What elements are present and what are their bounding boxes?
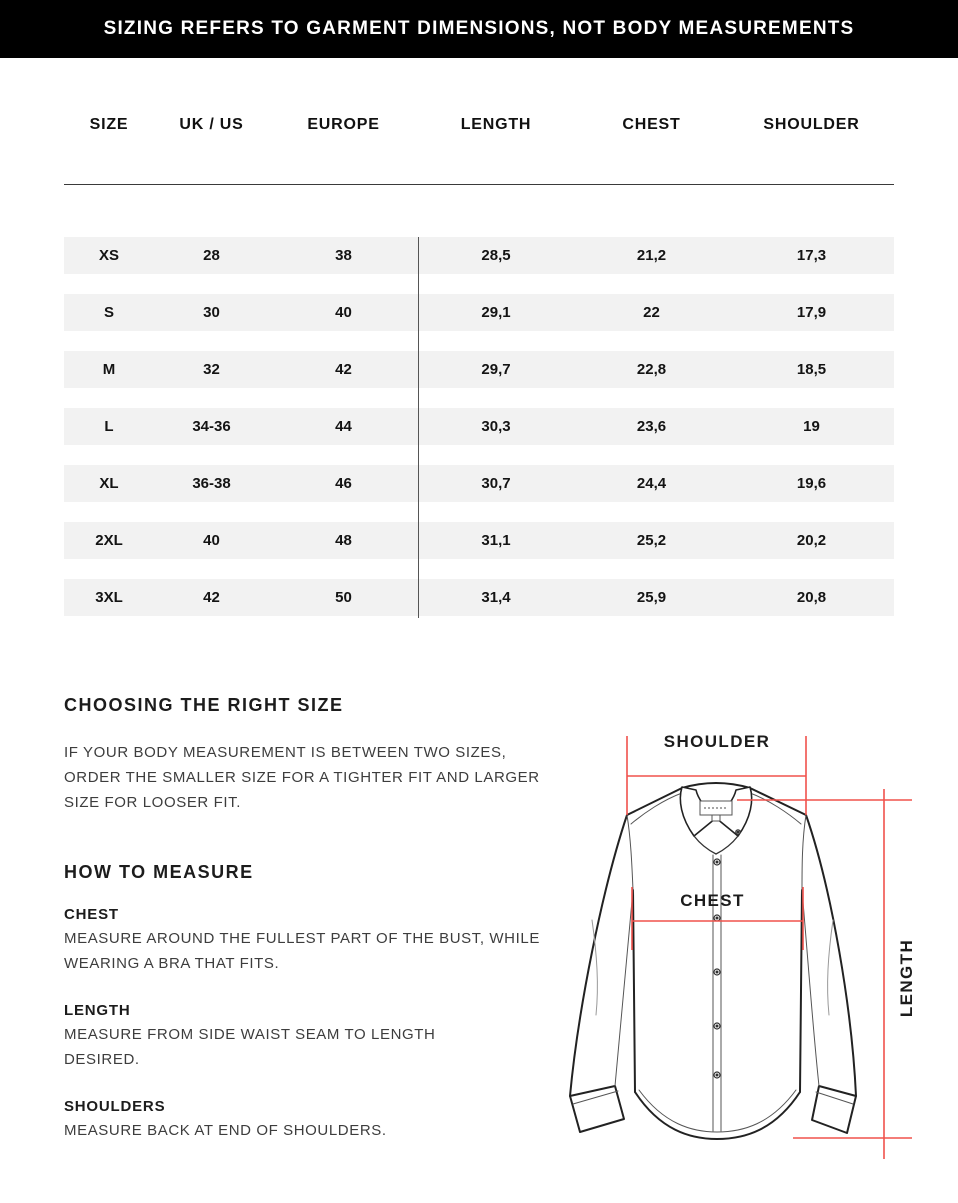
column-header-ukus: UK / US bbox=[179, 116, 244, 133]
table-row bbox=[64, 522, 894, 559]
shirt-buttons bbox=[714, 830, 740, 1078]
size-cell: 3XL bbox=[95, 589, 123, 606]
top-banner bbox=[0, 0, 958, 58]
length-cell: 29,7 bbox=[481, 361, 511, 378]
chest-cell: 21,2 bbox=[636, 247, 667, 264]
ukus-cell: 36-38 bbox=[192, 475, 231, 492]
europe-cell: 42 bbox=[335, 361, 352, 378]
shoulder-cell: 17,9 bbox=[796, 304, 827, 321]
size-cell: L bbox=[104, 418, 114, 435]
table-row bbox=[64, 294, 894, 331]
chest-cell: 22 bbox=[643, 304, 660, 321]
shoulder-cell: 20,2 bbox=[796, 532, 827, 549]
measure-chest-label: CHEST bbox=[64, 906, 119, 923]
europe-cell: 50 bbox=[335, 589, 352, 606]
diagram-chest-label: CHEST bbox=[680, 891, 745, 910]
shoulder-cell: 18,5 bbox=[796, 361, 827, 378]
measure-length-label: LENGTH bbox=[64, 1002, 131, 1019]
size-cell: M bbox=[102, 361, 116, 378]
table-row bbox=[64, 351, 894, 388]
ukus-cell: 34-36 bbox=[192, 418, 231, 435]
ukus-cell: 32 bbox=[203, 361, 220, 378]
size-cell: 2XL bbox=[95, 532, 123, 549]
column-header-chest: CHEST bbox=[622, 116, 681, 133]
europe-cell: 46 bbox=[335, 475, 352, 492]
europe-cell: 44 bbox=[335, 418, 352, 435]
diagram-length-label: LENGTH bbox=[897, 938, 916, 1018]
column-header-length: LENGTH bbox=[460, 116, 532, 133]
measure-shoulders-text: MEASURE BACK AT END OF SHOULDERS. bbox=[64, 1122, 387, 1139]
ukus-cell: 42 bbox=[203, 589, 220, 606]
shoulder-cell: 17,3 bbox=[796, 247, 827, 264]
header-rule bbox=[64, 184, 894, 185]
choosing-size-heading: CHOOSING THE RIGHT SIZE bbox=[64, 695, 344, 715]
size-cell: XL bbox=[99, 475, 119, 492]
banner-text: SIZING REFERS TO GARMENT DIMENSIONS, NOT BODY MEASUREMENTS bbox=[103, 18, 855, 39]
chest-cell: 25,2 bbox=[636, 532, 667, 549]
chest-cell: 23,6 bbox=[636, 418, 667, 435]
length-cell: 31,4 bbox=[481, 589, 511, 606]
length-cell: 30,3 bbox=[481, 418, 511, 435]
how-to-measure-heading: HOW TO MEASURE bbox=[64, 862, 254, 882]
choosing-size-text: IF YOUR BODY MEASUREMENT IS BETWEEN TWO SIZES, ORDER THE SMALLER SIZE FOR A TIGHTER FIT AND LARGER SIZE FOR LOOSER FIT. bbox=[64, 744, 540, 811]
ukus-cell: 30 bbox=[203, 304, 220, 321]
table-row bbox=[64, 237, 894, 274]
chest-cell: 22,8 bbox=[636, 361, 667, 378]
europe-cell: 40 bbox=[335, 304, 352, 321]
shirt-measurement-diagram bbox=[560, 720, 958, 1203]
length-cell: 29,1 bbox=[481, 304, 511, 321]
table-column-divider bbox=[418, 237, 419, 618]
table-row bbox=[64, 408, 894, 445]
size-cell: S bbox=[103, 304, 114, 321]
column-header-shoulder: SHOULDER bbox=[763, 116, 860, 133]
shoulder-cell: 19,6 bbox=[796, 475, 827, 492]
length-cell: 28,5 bbox=[481, 247, 511, 264]
length-cell: 30,7 bbox=[481, 475, 511, 492]
europe-cell: 38 bbox=[335, 247, 352, 264]
chest-cell: 24,4 bbox=[636, 475, 667, 492]
shoulder-cell: 20,8 bbox=[796, 589, 827, 606]
chest-cell: 25,9 bbox=[636, 589, 667, 606]
table-row bbox=[64, 579, 894, 616]
measurement-lines bbox=[627, 736, 912, 1159]
diagram-shoulder-label: SHOULDER bbox=[663, 732, 771, 751]
measure-length-text: MEASURE FROM SIDE WAIST SEAM TO LENGTH DESIRED. bbox=[64, 1026, 436, 1068]
shoulder-cell: 19 bbox=[803, 418, 820, 435]
table-row bbox=[64, 465, 894, 502]
europe-cell: 48 bbox=[335, 532, 352, 549]
size-cell: XS bbox=[98, 247, 119, 264]
size-table-header bbox=[64, 106, 894, 144]
ukus-cell: 28 bbox=[203, 247, 220, 264]
size-table-body bbox=[64, 237, 894, 636]
length-cell: 31,1 bbox=[481, 532, 511, 549]
measure-chest-text: MEASURE AROUND THE FULLEST PART OF THE BUST, WHILE WEARING A BRA THAT FITS. bbox=[64, 930, 540, 972]
column-header-europe: EUROPE bbox=[307, 116, 380, 133]
ukus-cell: 40 bbox=[203, 532, 220, 549]
measure-shoulders-label: SHOULDERS bbox=[64, 1098, 166, 1115]
column-header-size: SIZE bbox=[89, 116, 129, 133]
